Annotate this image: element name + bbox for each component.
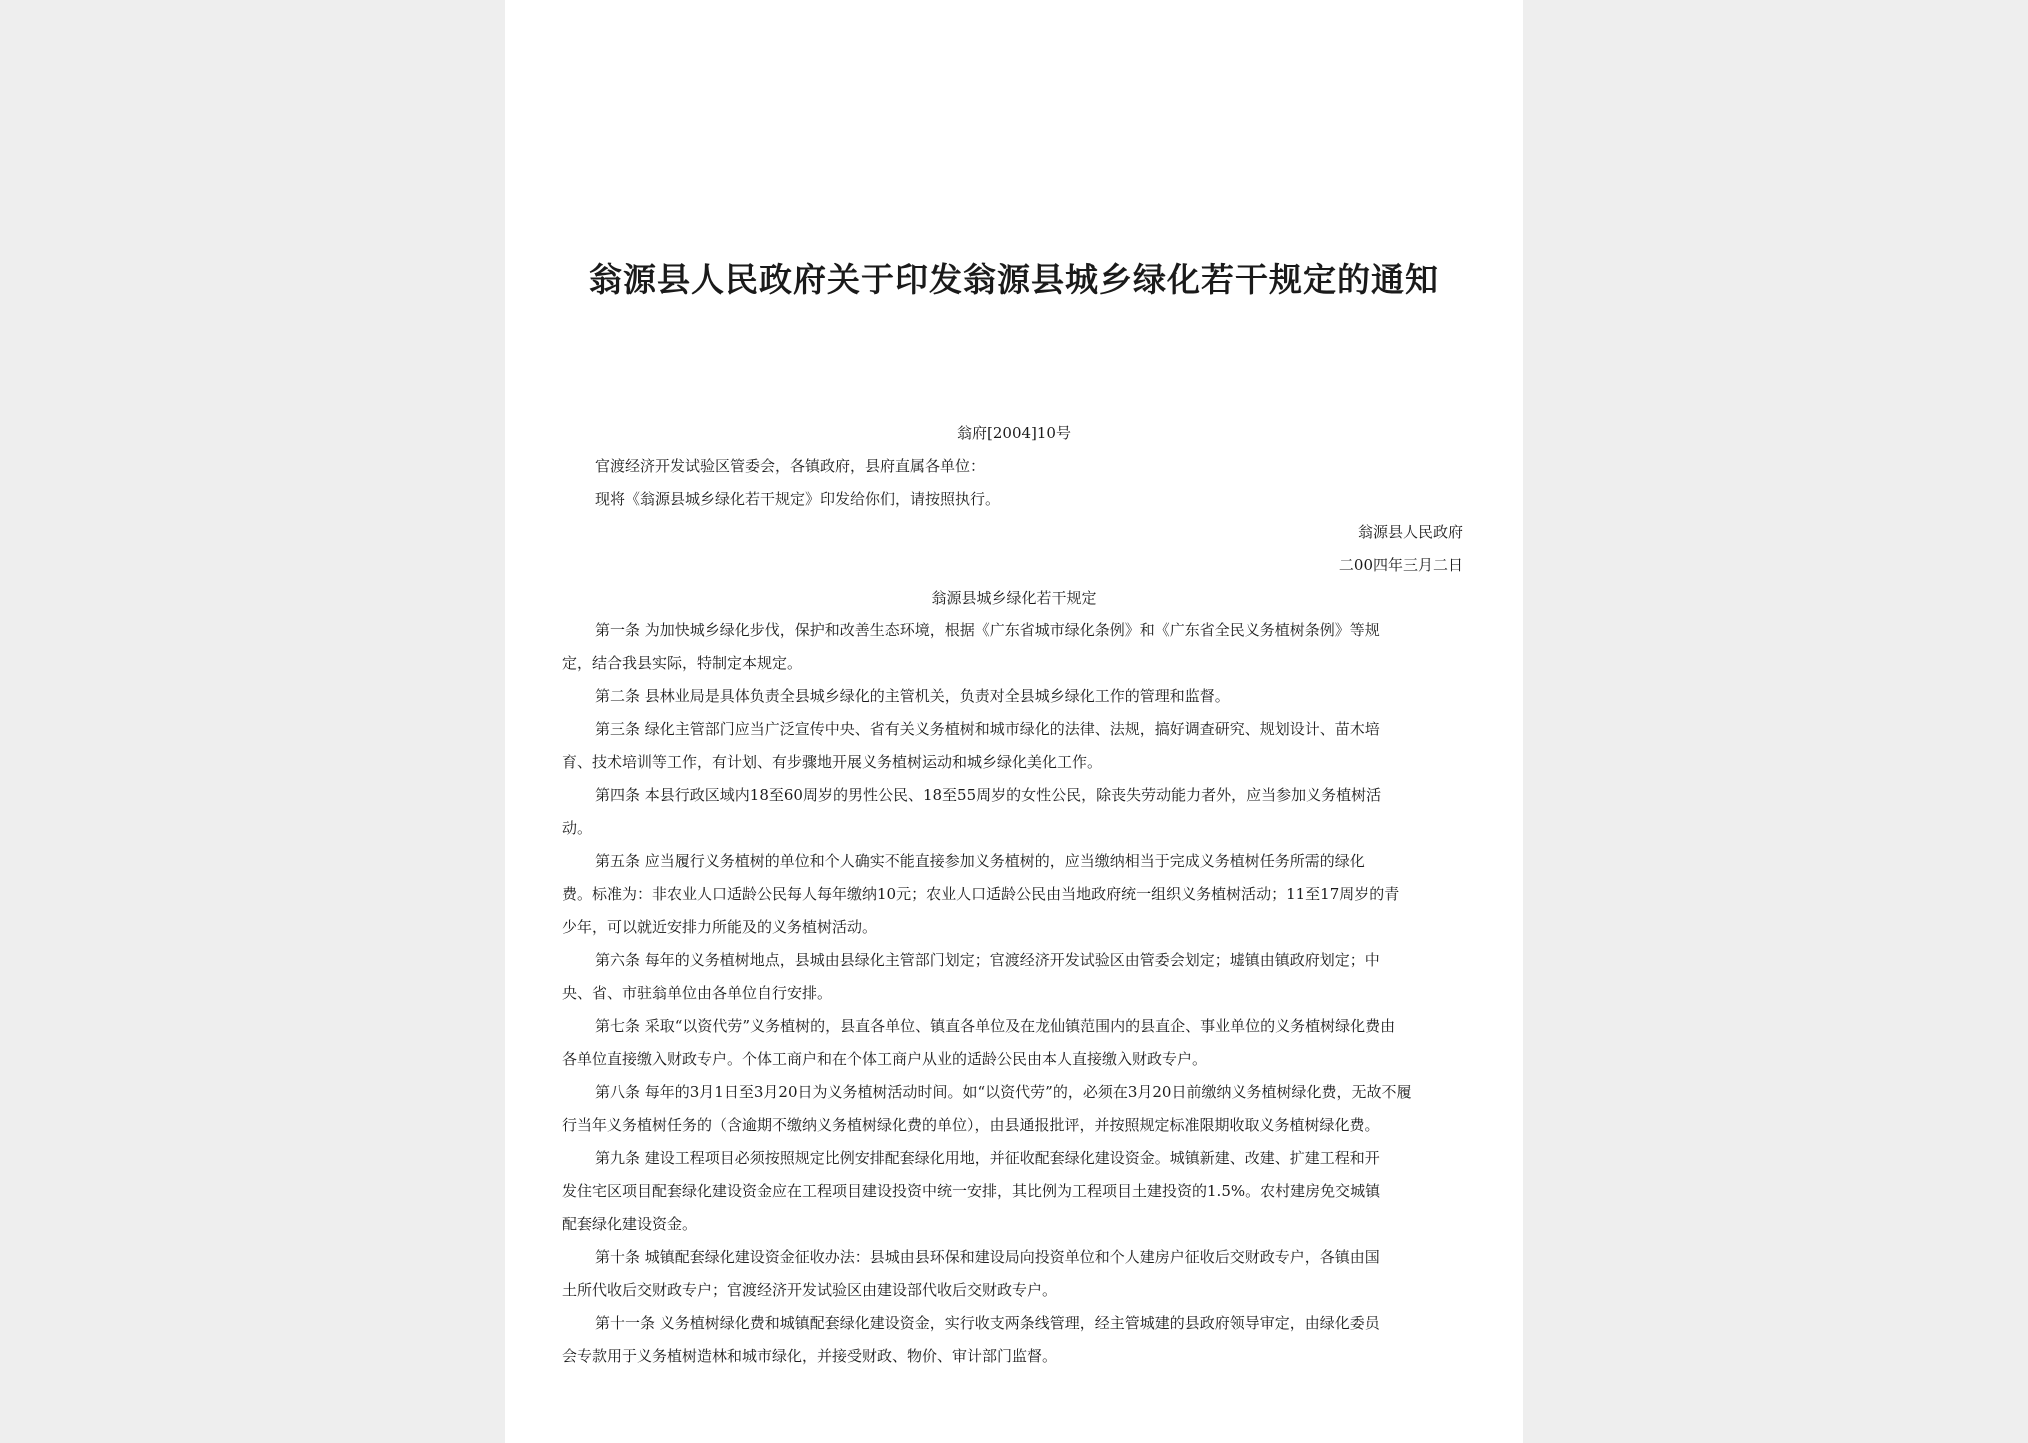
body-line: 各单位直接缴入财政专户。个体工商户和在个体工商户从业的适龄公民由本人直接缴入财政专户。	[562, 1050, 1208, 1068]
intro-text: 现将《翁源县城乡绿化若干规定》印发给你们，请按照执行。	[595, 490, 1001, 508]
body-line: 第五条 应当履行义务植树的单位和个人确实不能直接参加义务植树的，应当缴纳相当于完成义务植树任务所需的绿化	[595, 852, 1365, 870]
recipients: 官渡经济开发试验区管委会，各镇政府，县府直属各单位：	[595, 457, 986, 475]
body-line: 第六条 每年的义务植树地点，县城由县绿化主管部门划定；官渡经济开发试验区由管委会划定；墟镇由镇政府划定；中	[595, 951, 1380, 969]
document-number: 翁府[2004]10号	[957, 424, 1071, 442]
body-line: 第八条 每年的3月1日至3月20日为义务植树活动时间。如“以资代劳”的，必须在3月20日前缴纳义务植树绿化费，无故不履	[595, 1083, 1412, 1101]
body-line: 第七条 采取“以资代劳”义务植树的，县直各单位、镇直各单位及在龙仙镇范围内的县直企、事业单位的义务植树绿化费由	[595, 1017, 1396, 1035]
body-line: 动。	[562, 819, 593, 837]
body-line: 行当年义务植树任务的（含逾期不缴纳义务植树绿化费的单位），由县通报批评，并按照规定标准限期收取义务植树绿化费。	[562, 1116, 1380, 1134]
body-line: 第四条 本县行政区域内18至60周岁的男性公民、18至55周岁的女性公民，除丧失劳动能力者外，应当参加义务植树活	[595, 786, 1382, 804]
body-line: 央、省、市驻翁单位由各单位自行安排。	[562, 984, 833, 1002]
issuer: 翁源县人民政府	[1357, 523, 1463, 541]
issue-date: 二00四年三月二日	[1338, 556, 1463, 574]
regulation-title: 翁源县城乡绿化若干规定	[931, 589, 1097, 607]
document-title: 翁源县人民政府关于印发翁源县城乡绿化若干规定的通知	[589, 260, 1439, 299]
body-line: 土所代收后交财政专户；官渡经济开发试验区由建设部代收后交财政专户。	[562, 1281, 1058, 1299]
body-line: 第十一条 义务植树绿化费和城镇配套绿化建设资金，实行收支两条线管理，经主管城建的县政府领导审定，由绿化委员	[595, 1314, 1380, 1332]
body-line: 会专款用于义务植树造林和城市绿化，并接受财政、物价、审计部门监督。	[562, 1347, 1058, 1365]
body-line: 第二条 县林业局是具体负责全县城乡绿化的主管机关，负责对全县城乡绿化工作的管理和监督。	[595, 687, 1230, 705]
body-line: 定，结合我县实际，特制定本规定。	[562, 654, 803, 672]
body-line: 费。标准为：非农业人口适龄公民每人每年缴纳10元；农业人口适龄公民由当地政府统一组织义务植树活动；11至17周岁的青	[562, 885, 1400, 903]
document-page	[505, 0, 1523, 1443]
body-line: 少年，可以就近安排力所能及的义务植树活动。	[562, 918, 878, 936]
body-line: 配套绿化建设资金。	[562, 1215, 698, 1233]
body-line: 第九条 建设工程项目必须按照规定比例安排配套绿化用地，并征收配套绿化建设资金。城镇新建、改建、扩建工程和开	[595, 1149, 1380, 1167]
body-line: 发住宅区项目配套绿化建设资金应在工程项目建设投资中统一安排，其比例为工程项目土建投资的1.5%。农村建房免交城镇	[562, 1182, 1381, 1200]
body-line: 第三条 绿化主管部门应当广泛宣传中央、省有关义务植树和城市绿化的法律、法规，搞好调查研究、规划设计、苗木培	[595, 720, 1380, 738]
body-line: 第一条 为加快城乡绿化步伐，保护和改善生态环境，根据《广东省城市绿化条例》和《广东省全民义务植树条例》等规	[595, 621, 1380, 639]
body-line: 育、技术培训等工作，有计划、有步骤地开展义务植树运动和城乡绿化美化工作。	[562, 753, 1103, 771]
body-line: 第十条 城镇配套绿化建设资金征收办法：县城由县环保和建设局向投资单位和个人建房户征收后交财政专户，各镇由国	[595, 1248, 1380, 1266]
